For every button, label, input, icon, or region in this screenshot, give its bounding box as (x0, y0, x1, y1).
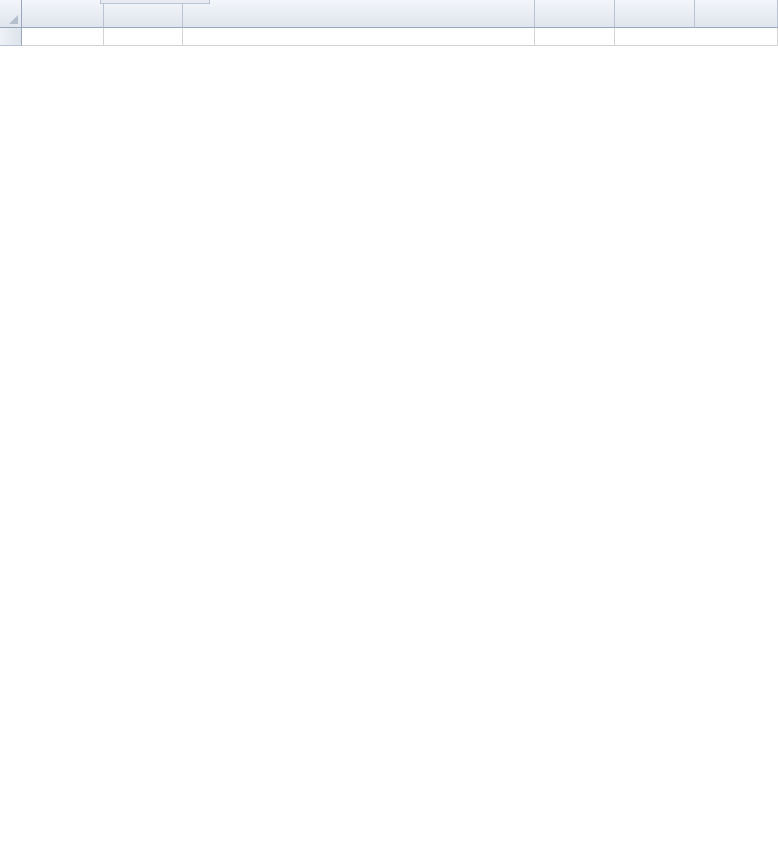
select-all-corner[interactable] (0, 0, 22, 28)
formula-bar-edge (100, 0, 210, 4)
column-header-a[interactable] (22, 0, 104, 28)
header-cell-date[interactable] (22, 28, 104, 46)
header-cell-name[interactable] (183, 28, 535, 46)
header-cell-language[interactable] (615, 28, 778, 46)
column-header-e[interactable] (615, 0, 695, 28)
column-header-d[interactable] (535, 0, 615, 28)
header-cell-ref[interactable] (535, 28, 615, 46)
row-number[interactable] (0, 28, 22, 46)
column-header-b[interactable] (104, 0, 183, 28)
header-row (0, 28, 778, 46)
header-cell-doc-no[interactable] (104, 28, 183, 46)
column-header-c[interactable] (183, 0, 535, 28)
column-header-f[interactable] (695, 0, 778, 28)
